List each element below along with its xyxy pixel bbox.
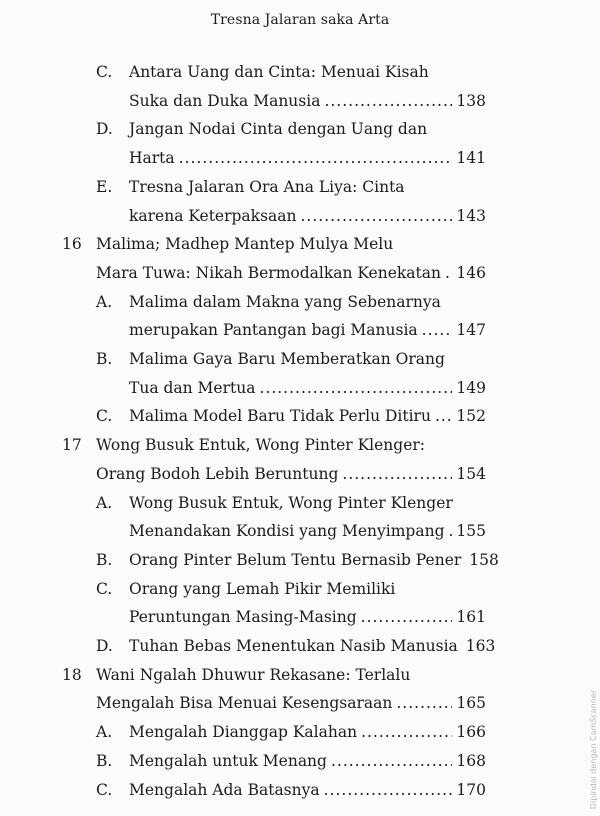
toc-continuation-line — [0, 87, 486, 115]
section-letter: E. — [96, 177, 113, 196]
toc-continuation-line — [0, 259, 486, 287]
toc-continuation-line — [0, 374, 486, 402]
section-letter: A. — [96, 493, 113, 512]
toc-section-line — [0, 747, 486, 775]
section-letter: B. — [96, 350, 113, 368]
page-number: 141 — [456, 149, 486, 168]
section-letter: C. — [96, 780, 113, 799]
section-letter: C. — [96, 407, 113, 426]
toc-section-line — [0, 776, 486, 804]
toc-continuation-line — [0, 144, 486, 172]
toc-continuation-line — [0, 316, 486, 344]
entry-title-continued: Mengalah Bisa Menuai Kesengsaraan — [96, 694, 393, 713]
page-number: 158 — [469, 550, 499, 569]
toc-section-line — [0, 575, 486, 603]
entry-title: Malima; Madhep Mantep Mulya Melu — [96, 235, 394, 254]
entry-title: Malima Gaya Baru Memberatkan Orang — [129, 350, 445, 368]
toc-section-line — [0, 402, 486, 430]
page-number: 165 — [456, 694, 486, 713]
page-number: 170 — [456, 780, 486, 799]
entry-title-continued: Tua dan Mertua — [129, 378, 256, 397]
toc-chapter-line — [0, 661, 486, 689]
page-number: 152 — [456, 407, 486, 426]
entry-title: Tresna Jalaran Ora Ana Liya: Cinta — [129, 177, 405, 196]
entry-title: Tuhan Bebas Menentukan Nasib Manusia — [129, 637, 458, 655]
dot-leader — [179, 144, 453, 172]
toc-section-line — [0, 115, 486, 143]
chapter-number: 18 — [62, 665, 82, 684]
dot-leader — [331, 747, 452, 775]
entry-title: Orang yang Lemah Pikir Memiliki — [129, 579, 396, 598]
section-letter: B. — [96, 751, 113, 770]
toc-chapter-line — [0, 431, 486, 459]
section-letter: D. — [96, 637, 113, 655]
page-number: 138 — [456, 91, 486, 110]
toc-continuation-line — [0, 603, 486, 631]
section-letter: B. — [96, 550, 113, 569]
section-letter: A. — [96, 292, 113, 311]
page-number: 166 — [456, 723, 486, 742]
page-number: 147 — [456, 321, 486, 340]
section-letter: A. — [96, 723, 113, 742]
entry-title: Mengalah Ada Batasnya — [129, 780, 320, 799]
entry-title-continued: Mara Tuwa: Nikah Bermodalkan Kenekatan — [96, 263, 441, 282]
section-letter: C. — [96, 579, 113, 598]
entry-title: Malima dalam Makna yang Sebenarnya — [129, 292, 441, 311]
entry-title: Wong Busuk Entuk, Wong Pinter Klenger: — [96, 436, 425, 455]
section-letter: D. — [96, 120, 113, 139]
toc-section-line — [0, 546, 499, 574]
entry-title-continued: Suka dan Duka Manusia — [129, 91, 321, 110]
dot-leader — [301, 202, 453, 230]
page-number: 163 — [465, 637, 496, 655]
entry-title-continued: Harta — [129, 149, 175, 168]
page-number: 149 — [456, 378, 486, 397]
dot-leader — [342, 460, 452, 488]
dot-leader — [445, 259, 452, 287]
toc-section-line — [0, 489, 486, 517]
dot-leader — [361, 603, 453, 631]
chapter-number: 17 — [62, 436, 82, 455]
dot-leader — [396, 689, 452, 717]
toc-section-line — [0, 632, 496, 660]
page-number: 154 — [456, 464, 486, 483]
entry-title: Mengalah Dianggap Kalahan — [129, 723, 358, 742]
entry-title: Orang Pinter Belum Tentu Bernasib Pener — [129, 550, 462, 569]
dot-leader — [324, 776, 453, 804]
dot-leader — [435, 402, 452, 430]
toc-section-line — [0, 288, 486, 316]
toc-continuation-line — [0, 689, 486, 717]
toc-continuation-line — [0, 202, 486, 230]
page-number: 146 — [456, 263, 486, 282]
chapter-number: 16 — [62, 235, 82, 254]
entry-title: Wong Busuk Entuk, Wong Pinter Klenger — [129, 493, 453, 512]
entry-title-continued: karena Keterpaksaan — [129, 206, 297, 225]
entry-title: Wani Ngalah Dhuwur Rekasane: Terlalu — [96, 665, 411, 684]
entry-title-continued: Peruntungan Masing-Masing — [129, 608, 357, 627]
entry-title: Mengalah untuk Menang — [129, 751, 327, 770]
dot-leader — [259, 374, 452, 402]
entry-title-continued: Menandakan Kondisi yang Menyimpang — [129, 522, 445, 541]
toc-continuation-line — [0, 517, 486, 545]
entry-title-continued: Orang Bodoh Lebih Beruntung — [96, 464, 339, 483]
toc-section-line — [0, 173, 486, 201]
dot-leader — [324, 87, 452, 115]
dot-leader — [449, 517, 453, 545]
entry-title: Jangan Nodai Cinta dengan Uang dan — [129, 120, 428, 139]
running-header: Tresna Jalaran saka Arta — [210, 12, 390, 28]
dot-leader — [422, 316, 453, 344]
toc-section-line — [0, 345, 486, 373]
toc-continuation-line — [0, 460, 486, 488]
dot-leader — [361, 718, 452, 746]
entry-title: Malima Model Baru Tidak Perlu Ditiru — [129, 407, 431, 426]
page-number: 155 — [456, 522, 486, 541]
toc-chapter-line — [0, 230, 486, 258]
entry-title: Antara Uang dan Cinta: Menuai Kisah — [129, 63, 429, 81]
page-number: 161 — [456, 608, 486, 627]
page-number: 143 — [456, 206, 486, 225]
page-number: 168 — [456, 751, 486, 770]
toc-section-line — [0, 58, 486, 86]
section-letter: C. — [96, 63, 113, 81]
toc-section-line — [0, 718, 486, 746]
entry-title-continued: merupakan Pantangan bagi Manusia — [129, 321, 418, 340]
scanner-watermark: Dipindai dengan CamScanner — [589, 690, 598, 810]
